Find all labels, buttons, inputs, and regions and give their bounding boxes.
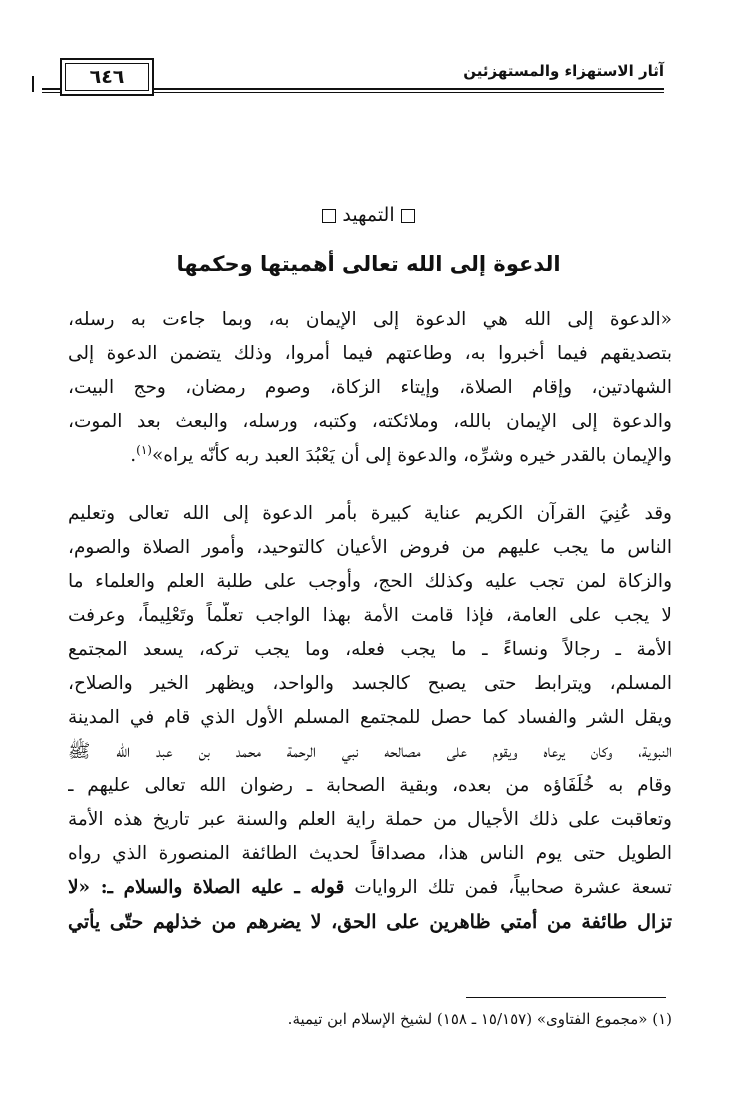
paragraph1-line: بتصديقهم فيما أخبروا به، وطاعتهم فيما أمروا، وذلك يتضمن الدعوة إلى <box>68 343 672 364</box>
paragraph2-line-text: تسعة عشرة صحابياً، فمن تلك الروايات <box>344 877 672 898</box>
square-bullet-icon <box>401 209 415 223</box>
paragraph2-line: المسلم، ويترابط حتى يصبح كالجسد والواحد، ويظهر الخير والصلاح، <box>68 673 672 694</box>
paragraph1-line-text: والإيمان بالقدر خيره وشرِّه، والدعوة إلى أن يَعْبُدَ العبد ربه كأنّه يراه» <box>151 445 672 466</box>
paragraph2-line: الأمة ـ رجالاً ونساءً ـ ما يجب فعله، وما يجب تركه، يسعد المجتمع <box>68 639 672 660</box>
header-rule-tick <box>32 76 34 92</box>
hadith-quote-start: قوله ـ عليه الصلاة والسلام ـ: «لا <box>68 877 345 898</box>
paragraph2-line-mixed <box>68 874 672 902</box>
paragraph2-line: الطويل حتى يوم الناس هذا، مصداقاً لحديث الطائفة المنصورة الذي رواه <box>68 843 672 864</box>
footnote-reference[interactable]: (١) <box>136 442 152 457</box>
running-header <box>42 58 664 100</box>
page-number-frame <box>60 58 154 96</box>
paragraph2-line: وقد عُنِيَ القرآن الكريم عناية كبيرة بأمر الدعوة إلى الله تعالى وتعليم <box>68 503 672 524</box>
paragraph2-line: وتعاقبت على ذلك الأجيال من حملة راية العلم والسنة عبر تاريخ هذه الأمة <box>68 809 672 830</box>
page-number: ٦٤٦ <box>89 66 125 88</box>
chapter-title: الدعوة إلى الله تعالى أهميتها وحكمها <box>176 252 561 276</box>
paragraph1-line: الشهادتين، وإقام الصلاة، وإيتاء الزكاة، وصوم رمضان، وحج البيت، <box>68 377 672 398</box>
section-label-text: التمهيد <box>342 204 395 226</box>
section-label <box>0 204 737 226</box>
footnote: (١) «مجموع الفتاوى» (١٥/١٥٧ ـ ١٥٨) لشيخ الإسلام ابن تيمية. <box>287 1010 672 1028</box>
paragraph1-line: والدعوة إلى الإيمان بالله، وملائكته، وكتبه، ورسله، والبعث بعد الموت، <box>68 411 672 432</box>
paragraph2-line: والزكاة لمن تجب عليه وكذلك الحج، وأوجب على طلبة العلم والعلماء ما <box>68 571 672 592</box>
hadith-quote-line: تزال طائفة من أمتي ظاهرين على الحق، لا يضرهم من خذلهم حتّى يأْتي <box>68 911 672 933</box>
paragraph1-line: «الدعوة إلى الله هي الدعوة إلى الإيمان به، وبما جاءت به رسله، <box>68 309 672 330</box>
paragraph2-line: وقام به خُلَفَاؤه من بعده، وبقية الصحابة ـ رضوان الله تعالى عليهم ـ <box>68 775 672 796</box>
paragraph2-line: ويقل الشر والفساد كما حصل للمجتمع المسلم الأول الذي قام في المدينة <box>68 707 672 728</box>
paragraph1-line-last <box>68 442 672 470</box>
sentence-end: . <box>130 445 137 466</box>
paragraph2-line: النبوية، وكان يرعاه ويقوم على مصالحه نبي الرحمة محمد بن عبد الله ﷺ <box>68 741 672 762</box>
square-bullet-icon <box>322 209 336 223</box>
paragraph2-line: لا يجب على العامة، فإذا قامت الأمة بهذا الواجب تعلُّماً وتَعْلِيماً، وعرفت <box>68 605 672 626</box>
footnote-separator <box>466 997 666 998</box>
book-title: آثار الاستهزاء والمستهزئين <box>451 62 664 80</box>
paragraph2-line: الناس ما يجب عليهم من فروض الأعيان كالتوحيد، وأمور الصلاة والصوم، <box>68 537 672 558</box>
